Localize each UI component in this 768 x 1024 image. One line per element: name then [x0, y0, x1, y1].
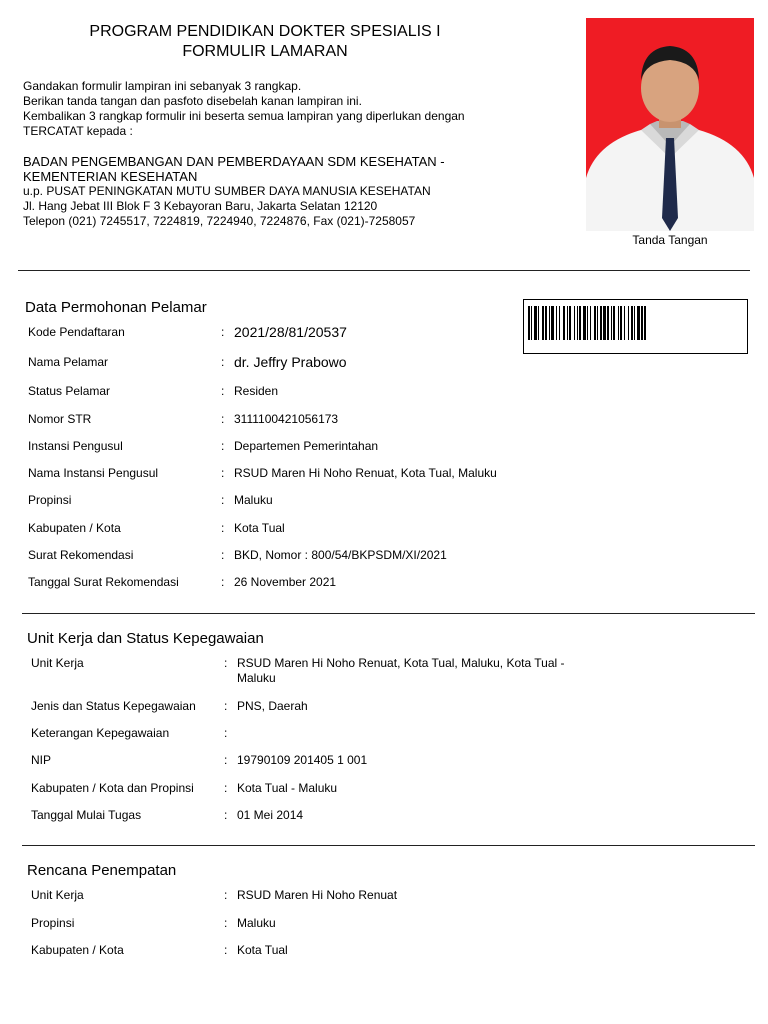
field-value [237, 656, 607, 686]
field-separator: : [224, 726, 228, 740]
field-row [31, 753, 607, 768]
field-row [31, 916, 607, 931]
field-row [28, 493, 604, 508]
field-separator: : [221, 439, 225, 453]
section-divider [22, 845, 755, 846]
barcode-bar [631, 306, 633, 340]
instruction-line: Gandakan formulir lampiran ini sebanyak 3 rangkap. [23, 79, 302, 93]
barcode-bar [634, 306, 635, 340]
form-title-line2: FORMULIR LAMARAN [182, 43, 348, 60]
form-title-line1: PROGRAM PENDIDIKAN DOKTER SPESIALIS I [89, 23, 441, 40]
field-label: Surat Rekomendasi [28, 548, 134, 562]
field-value: Kota Tual - Maluku [237, 781, 338, 795]
field-separator: : [221, 466, 225, 480]
field-value-line: RSUD Maren Hi Noho Renuat, Kota Tual, Maluku, Kota Tual - [237, 656, 565, 670]
field-row [28, 521, 604, 536]
applicant-portrait-illustration [586, 18, 754, 231]
field-separator: : [224, 656, 228, 670]
field-label: Jenis dan Status Kepegawaian [31, 699, 196, 713]
field-row [28, 548, 604, 563]
field-separator: : [221, 575, 225, 589]
field-label: Kabupaten / Kota dan Propinsi [31, 781, 194, 795]
field-value: 19790109 201405 1 001 [237, 753, 368, 767]
field-value: 26 November 2021 [234, 575, 337, 589]
barcode-bar [641, 306, 643, 340]
field-row [31, 808, 607, 823]
address-line: u.p. PUSAT PENINGKATAN MUTU SUMBER DAYA MANUSIA KESEHATAN [23, 184, 431, 198]
field-value: 01 Mei 2014 [237, 808, 304, 822]
field-value: Maluku [234, 493, 273, 507]
address-line: BADAN PENGEMBANGAN DAN PEMBERDAYAAN SDM KESEHATAN - [23, 154, 445, 169]
field-separator: : [221, 355, 225, 369]
field-separator: : [224, 808, 228, 822]
field-separator: : [221, 325, 225, 339]
section-title-placement: Rencana Penempatan [27, 862, 177, 879]
field-value: 2021/28/81/20537 [234, 324, 347, 340]
field-label: Kabupaten / Kota [31, 943, 124, 957]
field-separator: : [224, 916, 228, 930]
field-value: Maluku [237, 916, 276, 930]
field-label: Unit Kerja [31, 656, 84, 670]
barcode-bar [613, 306, 615, 340]
barcode-bar [607, 306, 609, 340]
field-value: BKD, Nomor : 800/54/BKPSDM/XI/2021 [234, 548, 447, 562]
barcode-bar [637, 306, 640, 340]
field-value: Residen [234, 384, 279, 398]
field-label: Nomor STR [28, 412, 92, 426]
field-value: dr. Jeffry Prabowo [234, 354, 347, 370]
field-separator: : [224, 888, 228, 902]
instruction-line: TERCATAT kepada : [23, 124, 133, 138]
section-divider [22, 613, 755, 614]
field-label: Propinsi [28, 493, 72, 507]
field-label: Tanggal Mulai Tugas [31, 808, 142, 822]
barcode-bar [628, 306, 629, 340]
field-value [237, 726, 607, 741]
field-label: Kode Pendaftaran [28, 325, 125, 339]
field-value: RSUD Maren Hi Noho Renuat [237, 888, 398, 902]
field-row [31, 943, 607, 958]
field-separator: : [224, 753, 228, 767]
field-label: Propinsi [31, 916, 75, 930]
field-row [31, 888, 607, 903]
field-label: Nama Instansi Pengusul [28, 466, 159, 480]
field-row [28, 325, 604, 340]
address-line: Jl. Hang Jebat III Blok F 3 Kebayoran Baru, Jakarta Selatan 12120 [23, 199, 378, 213]
barcode-bar [618, 306, 619, 340]
field-label: Unit Kerja [31, 888, 84, 902]
field-row [31, 699, 607, 714]
field-value-line: Maluku [237, 671, 276, 685]
field-separator: : [224, 781, 228, 795]
field-label: Tanggal Surat Rekomendasi [28, 575, 179, 589]
field-label: Kabupaten / Kota [28, 521, 121, 535]
field-separator: : [221, 548, 225, 562]
instruction-line: Berikan tanda tangan dan pasfoto disebelah kanan lampiran ini. [23, 94, 362, 108]
field-value: Departemen Pemerintahan [234, 439, 379, 453]
barcode-bar [611, 306, 612, 340]
field-label: Keterangan Kepegawaian [31, 726, 170, 740]
field-row [28, 575, 604, 590]
field-value: PNS, Daerah [237, 699, 308, 713]
field-row [31, 726, 607, 741]
field-separator: : [224, 943, 228, 957]
barcode-bar [624, 306, 625, 340]
field-value: RSUD Maren Hi Noho Renuat, Kota Tual, Maluku [234, 466, 497, 480]
barcode-bar [620, 306, 622, 340]
address-line: KEMENTERIAN KESEHATAN [23, 169, 198, 184]
field-row [28, 355, 604, 370]
field-row [31, 781, 607, 796]
field-label: NIP [31, 753, 52, 767]
field-row [31, 656, 607, 686]
field-row [28, 439, 604, 454]
field-row [28, 466, 604, 481]
address-line: Telepon (021) 7245517, 7224819, 7224940, 7224876, Fax (021)-7258057 [23, 214, 416, 228]
field-label: Nama Pelamar [28, 355, 109, 369]
field-value: Kota Tual [237, 943, 288, 957]
field-separator: : [224, 699, 228, 713]
section-title-employment: Unit Kerja dan Status Kepegawaian [27, 630, 264, 647]
field-separator: : [221, 521, 225, 535]
field-value: 3111100421056173 [234, 412, 339, 426]
section-divider [18, 270, 750, 271]
field-value: Kota Tual [234, 521, 285, 535]
field-separator: : [221, 493, 225, 507]
barcode-bar [644, 306, 646, 340]
field-label: Instansi Pengusul [28, 439, 123, 453]
applicant-photo [586, 18, 754, 231]
field-label: Status Pelamar [28, 384, 111, 398]
section-title-applicant: Data Permohonan Pelamar [25, 299, 207, 316]
instruction-line: Kembalikan 3 rangkap formulir ini beserta semua lampiran yang diperlukan dengan [23, 109, 465, 123]
field-separator: : [221, 412, 225, 426]
field-row [28, 384, 604, 399]
instructions-block [23, 79, 543, 229]
field-separator: : [221, 384, 225, 398]
field-row [28, 412, 604, 427]
signature-caption: Tanda Tangan [632, 233, 708, 247]
